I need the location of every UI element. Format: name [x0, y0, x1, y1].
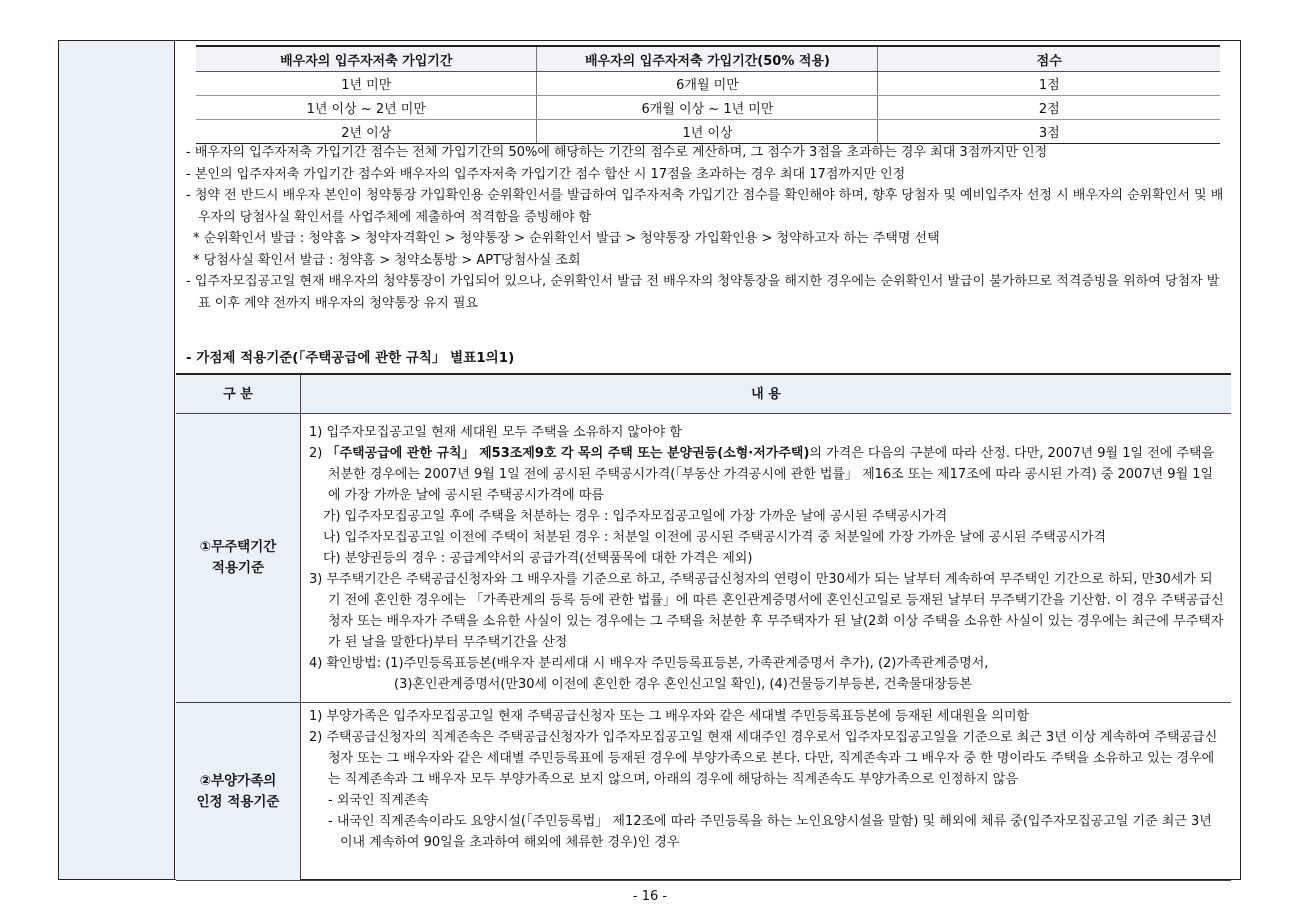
header-content: 내 용 — [751, 387, 781, 402]
note-sub-item: * 순위확인서 발급 : 청약홈 > 청약자격확인 > 청약통장 > 순위확인서 발급 > 청약통장 가입확인용 > 청약하고자 하는 주택명 선택 — [193, 231, 940, 246]
rule-sub-item: 나) 입주자모집공고일 이전에 주택이 처분된 경우 : 처분일 이전에 공시된 주택공시가격 중 처분일에 가장 가까운 날에 공시된 주택공시가격 — [323, 530, 1106, 545]
rule-item: 2) 주택공급신청자의 직계존속은 주택공급신청자가 입주자모집공고일 현재 세대주인 경우로서 입주자모집공고일을 기준으로 최근 3년 이상 계속하여 주택공급신청자 또는 그 배우자와 같은 세대별 주민등록표에 등재된 경우에 부양가족으로 본다. 다만, 직계존속과 그 배우자 중 한 명이라도 주택을 소유하고 있는 경우에는 직계존속과 그 배우자 모두 부양가족으로 보지 않으며, 아래의 경우에 해당하는 직계존속도 부양가족으로 인정하지 않음 — [309, 730, 1218, 787]
note-item: - 입주자모집공고일 현재 배우자의 청약통장이 가입되어 있으나, 순위확인서 발급 전 배우자의 청약통장을 해지한 경우에는 순위확인서 발급이 불가하므로 적격증빙을 위하여 당첨자 발표 이후 계약 전까지 배우자의 청약통장 유지 필요 — [186, 274, 1220, 311]
table-cell: 1점 — [878, 72, 1220, 96]
row-label-text: ①무주택기간 적용기준 — [199, 539, 277, 576]
row-label-text: ②부양가족의 인정 적용기준 — [196, 772, 280, 810]
spouse-savings-score-table — [196, 45, 1220, 144]
rule-item-text: 의 가격은 다음의 구분에 따라 산정. 다만, 2007년 9월 1일 전에 주택을 처분한 경우에는 2007년 9월 1일 전에 공시된 주택공시가격(「부동산 가격공시에 관한 법률」 제16조 또는 제17조에 따라 공시된 가격) 중 2007년 9월 1일에 가장 가까운 날에 공시된 주택공시가격에 따름 — [328, 446, 1215, 503]
rule-item: 1) 입주자모집공고일 현재 세대원 모두 주택을 소유하지 않아야 함 — [309, 425, 682, 440]
rule-item-bold: 「주택공급에 관한 규칙」 제53조제9호 각 목의 주택 또는 분양권등(소형·저가주택) — [326, 446, 810, 461]
rule-item-continued: (3)혼인관계증명서(만30세 이전에 혼인한 경우 혼인신고일 확인), (4)건물등기부등본, 건축물대장등본 — [394, 677, 972, 692]
column-divider — [300, 373, 301, 881]
rule-item — [309, 443, 1225, 506]
rule-item: 3) 무주택기간은 주택공급신청자와 그 배우자를 기준으로 하고, 주택공급신청자의 연령이 만30세가 되는 날부터 계속하여 무주택인 기간으로 하되, 만30세가 되기 전에 혼인한 경우에는 「가족관계의 등록 등에 관한 법률」에 따른 혼인관계증명서에 혼인신고일로 등재된 날부터 무주택기간을 기산함. 이 경우 주택공급신청자 또는 배우자가 주택을 소유한 사실이 있는 경우에는 그 주택을 처분한 후 무주택자가 된 날(2회 이상 주택을 소유한 사실이 있는 경우에는 최근에 무주택자가 된 날을 말한다)부터 무주택기간을 산정 — [309, 572, 1224, 650]
row-label — [176, 703, 300, 880]
rule-sub-item: 가) 입주자모집공고일 후에 주택을 처분하는 경우 : 입주자모집공고일에 가장 가까운 날에 공시된 주택공시가격 — [323, 509, 948, 524]
header-cell: 배우자의 입주자저축 가입기간(50% 적용) — [537, 46, 878, 72]
row-content — [309, 422, 1225, 695]
table-cell: 6개월 이상 ~ 1년 미만 — [537, 96, 878, 120]
note-item: - 배우자의 입주자저축 가입기간 점수는 전체 가입기간의 50%에 해당하는 기간의 점수로 계산하며, 그 점수가 3점을 초과하는 경우 최대 3점까지만 인정 — [186, 145, 1048, 160]
row-content — [309, 706, 1225, 853]
notes-list — [186, 142, 1231, 314]
criteria-header-row — [176, 373, 1231, 414]
row-label — [176, 414, 300, 702]
rule-item: 1) 부양가족은 입주자모집공고일 현재 주택공급신청자 또는 그 배우자와 같은 세대별 주민등록표등본에 등재된 세대원을 의미함 — [309, 709, 1030, 724]
table-row — [196, 96, 1220, 120]
table-cell: 1년 이상 ~ 2년 미만 — [196, 96, 537, 120]
note-sub-item: * 당첨사실 확인서 발급 : 청약홈 > 청약소통방 > APT당첨사실 조회 — [193, 252, 581, 268]
table-cell: 3점 — [878, 120, 1220, 144]
table-row — [196, 72, 1220, 96]
note-item: - 청약 전 반드시 배우자 본인이 청약통장 가입확인용 순위확인서를 발급하여 입주자저축 가입기간 점수를 확인해야 하며, 향후 당첨자 및 예비입주자 선정 시 배우자의 순위확인서 및 배우자의 당첨사실 확인서를 사업주체에 제출하여 적격함을 증빙해야 함 — [186, 188, 1224, 225]
header-cell: 배우자의 입주자저축 가입기간 — [196, 46, 537, 72]
table-cell: 1년 이상 — [537, 120, 878, 144]
criteria-row-homeless-period — [176, 414, 1231, 703]
rule-sub-item: - 외국인 직계존속 — [328, 793, 429, 808]
point-system-criteria-table — [176, 373, 1231, 881]
page-frame — [58, 40, 1241, 880]
rule-item: 4) 확인방법: (1)주민등록표등본(배우자 분리세대 시 배우자 주민등록표등본, 가족관계증명서 추가), (2)가족관계증명서, — [309, 656, 989, 671]
rule-sub-item: - 내국인 직계존속이라도 요양시설(「주민등록법」 제12조에 따라 주민등록을 하는 노인요양시설을 말함) 및 해외에 체류 중(입주자모집공고일 기준 최근 3년 이내 계속하여 90일을 초과하여 해외에 체류한 경우)인 경우 — [328, 814, 1212, 850]
page-number: - 16 - — [632, 889, 668, 904]
rule-sub-item: 다) 분양권등의 경우 : 공급계약서의 공급가격(선택품목에 대한 가격은 제외) — [323, 551, 753, 566]
criteria-row-dependents — [176, 703, 1231, 881]
table-cell: 1년 미만 — [196, 72, 537, 96]
header-cell: 점수 — [878, 46, 1220, 72]
header-category: 구 분 — [223, 387, 253, 402]
content-area — [176, 41, 1240, 879]
table-row — [196, 120, 1220, 144]
table-cell: 6개월 미만 — [537, 72, 878, 96]
section-heading: - 가점제 적용기준(「주택공급에 관한 규칙」 별표1의1) — [186, 350, 515, 366]
note-item: - 본인의 입주자저축 가입기간 점수와 배우자의 입주자저축 가입기간 점수 합산 시 17점을 초과하는 경우 최대 17점까지만 인정 — [186, 166, 906, 182]
rule-item-prefix: 2) — [309, 446, 327, 461]
table-cell: 2점 — [878, 96, 1220, 120]
left-margin-column — [59, 41, 175, 879]
table-cell: 2년 이상 — [196, 120, 537, 144]
table-header-row — [196, 46, 1220, 72]
